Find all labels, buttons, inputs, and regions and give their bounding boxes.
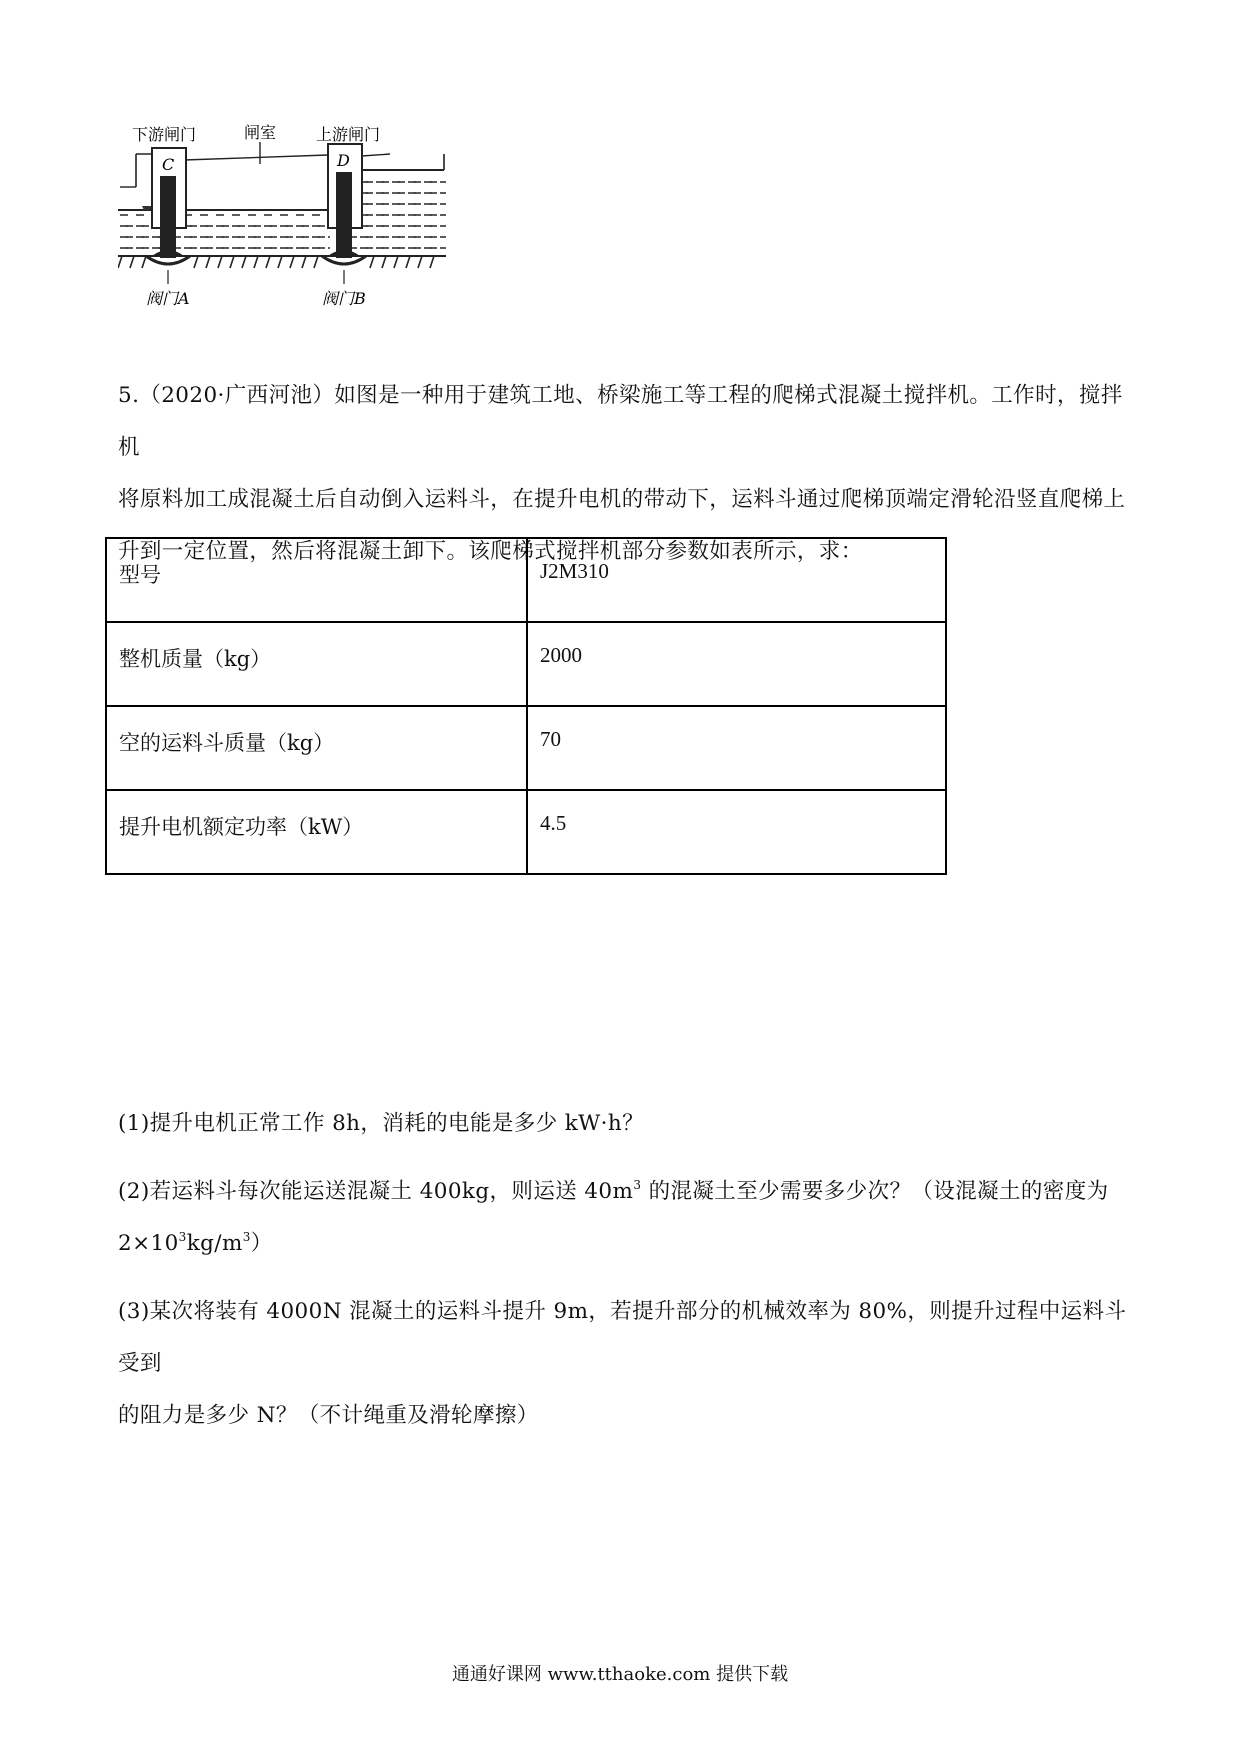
table-cell-label: 型号 <box>106 538 527 622</box>
question-2-part-c: 2×10 <box>118 1231 179 1256</box>
ship-lock-diagram <box>118 122 448 342</box>
question-2-part-e: ） <box>250 1231 273 1256</box>
label-d: D <box>337 151 350 170</box>
label-valve-a: 阀门A <box>146 289 190 308</box>
question-2-part-d: kg/m <box>186 1231 243 1256</box>
parameter-table <box>105 537 947 875</box>
superscript: 3 <box>178 1230 187 1244</box>
problem-line-1: 5.（2020·广西河池）如图是一种用于建筑工地、桥梁施工等工程的爬梯式混凝土搅拌机。工作时，搅拌机 <box>118 383 1123 460</box>
label-downstream-gate: 下游闸门 <box>132 125 197 144</box>
label-upstream-gate: 上游闸门 <box>316 125 381 144</box>
question-1-text: (1)提升电机正常工作 8h，消耗的电能是多少 kW·h？ <box>118 1111 645 1136</box>
table-cell-value: 4.5 <box>527 790 946 874</box>
table-row <box>106 706 946 790</box>
table-row <box>106 622 946 706</box>
table-cell-label: 提升电机额定功率（kW） <box>106 790 527 874</box>
table-cell-value: J2M310 <box>527 538 946 622</box>
superscript: 3 <box>242 1230 251 1244</box>
question-2-part-a: (2)若运料斗每次能运送混凝土 400kg，则运送 40m <box>118 1179 634 1204</box>
table-cell-label: 整机质量（kg） <box>106 622 527 706</box>
superscript: 3 <box>633 1178 642 1192</box>
label-chamber: 闸室 <box>244 123 277 142</box>
question-3-line-1: (3)某次将装有 4000N 混凝土的运料斗提升 9m，若提升部分的机械效率为 80%，则提升过程中运料斗受到 <box>118 1299 1127 1376</box>
problem-line-2: 将原料加工成混凝土后自动倒入运料斗，在提升电机的带动下，运料斗通过爬梯顶端定滑轮沿竖直爬梯上 <box>118 487 1126 512</box>
question-2-line-2 <box>118 1218 1138 1270</box>
table-row <box>106 538 946 622</box>
problem-line-3: 升到一定位置，然后将混凝土卸下。该爬梯式搅拌机部分参数如表所示，求： <box>118 539 863 564</box>
table-cell-value: 2000 <box>527 622 946 706</box>
question-2-part-b: 的混凝土至少需要多少次？（设混凝土的密度为 <box>641 1179 1109 1204</box>
question-2-line-1 <box>118 1166 1138 1218</box>
table-cell-value: 70 <box>527 706 946 790</box>
question-2 <box>118 1166 1138 1270</box>
question-3 <box>118 1286 1138 1442</box>
label-valve-b: 阀门B <box>322 289 366 308</box>
table-cell-label: 空的运料斗质量（kg） <box>106 706 527 790</box>
label-c: C <box>162 155 175 174</box>
page-footer: 通通好课网 www.tthaoke.com 提供下载 <box>451 1664 789 1685</box>
question-1 <box>118 1098 1138 1150</box>
question-3-line-2: 的阻力是多少 N？（不计绳重及滑轮摩擦） <box>118 1403 539 1428</box>
table-row <box>106 790 946 874</box>
